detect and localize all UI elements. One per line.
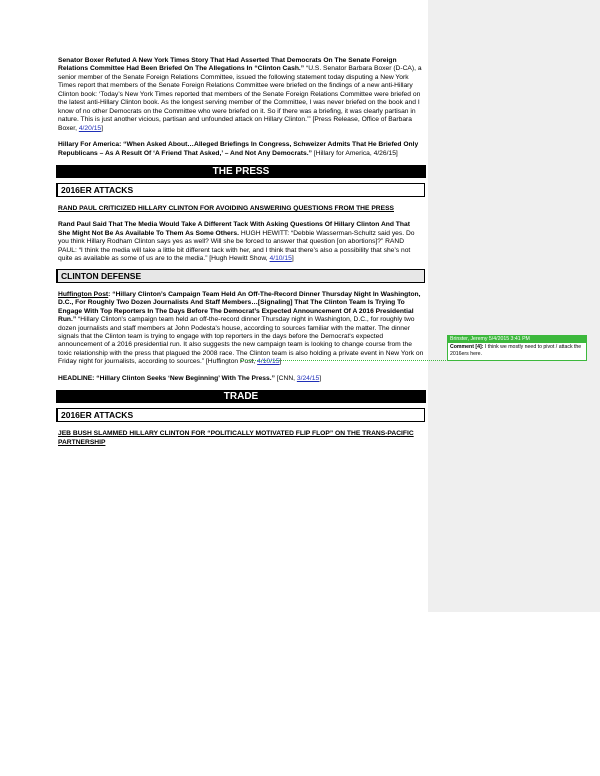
source-link[interactable]: 4/10/15 — [257, 358, 280, 366]
source-name: Huffington Post — [58, 290, 109, 298]
paragraph-boxer — [58, 57, 424, 133]
subsection-heading: RAND PAUL CRITICIZED HILLARY CLINTON FOR AVOIDING ANSWERING QUESTIONS FROM THE PRESS — [58, 204, 394, 212]
comment-balloon[interactable] — [447, 335, 587, 361]
comment-margin — [428, 0, 600, 612]
comment-author: Brinster, Jeremy 5/4/2015 3:41 PM — [448, 336, 586, 343]
spacer — [58, 367, 424, 375]
paragraph-jeb-bush-heading — [58, 430, 424, 447]
paragraph-text: HUGH HEWITT: “Debbie Wasserman-Schultz said yes. Do you think Hillary Rodham Clinton says yes as well? Will she be forced to answer that question [on abortions]?” RAND PAUL: “I think the media will take a little bit different tack with her, and I think that there’s also a possibility that she’s not quite as available as some of us are to the media.” [Hugh Hewitt Show, — [58, 229, 415, 263]
subsection-heading: JEB BUSH SLAMMED HILLARY CLINTON FOR “POLITICALLY MOTIVATED FLIP FLOP” ON THE TRANS-PACIFIC PARTNERSHIP — [58, 430, 414, 446]
paragraph-text: [Hillary for America, 4/26/15] — [311, 149, 398, 157]
paragraph-heading: : “Hillary Clinton’s Campaign Team Held An Off-The-Record Dinner Thursday Night In Washington, D.C., For Roughly Two Dozen Journalists And Staff Members…[Signaling] That The Clinton Team Is Trying To Engage With Top Reporters In The Days Before The Democrat’s Expected Announcement Of A 2016 Presidential Run.” — [58, 290, 421, 324]
comment-text: I think we mostly need to pivot / attack the 2016ers here. — [450, 344, 582, 357]
paragraph-text: [CNN, — [274, 374, 297, 382]
paragraph-huffington-post — [58, 291, 424, 367]
comment-label: Comment [4]: — [450, 344, 484, 350]
paragraph-heading: Hillary For America: “When Asked About…Alleged Briefings In Congress, Schweizer Admits That He Briefed Only Republicans – As A Result Of ‘A Friend That Asked,’ – And Not Any Democrats.” — [58, 141, 419, 157]
paragraph-text: “Hillary Clinton's campaign team held an off-the-record dinner Thursday night in Washington, D.C., for roughly two dozen journalists and staff members at John Podesta's house, according to sources familiar with the matter. The dinner signals that the Clinton team is trying to engage with top reporters in the days before the Democrat's expected announcement of a 2016 presidential run. It also suggests the new campaign team is looking to change course from the toxic relationship with the press that plagued the 2008 race. The Clinton team is also holding a private event in New York on Friday night for journalists, according to sources.” [Huffington Post, — [58, 316, 424, 366]
spacer — [58, 197, 424, 205]
spacer — [58, 213, 424, 221]
paragraph-cnn-headline — [58, 375, 424, 383]
spacer — [58, 383, 424, 390]
paragraph-rand-paul-heading — [58, 205, 424, 213]
paragraph-tail: ] — [101, 124, 103, 132]
source-link[interactable]: 4/10/15 — [269, 255, 292, 263]
banner-trade: TRADE — [56, 390, 426, 403]
spacer — [58, 422, 424, 430]
section-heading-2016er-attacks-trade: 2016ER ATTACKS — [56, 408, 425, 422]
spacer — [58, 283, 424, 291]
source-link[interactable]: 3/24/15 — [296, 374, 320, 382]
paragraph-tail: ] — [319, 374, 322, 382]
paragraph-tail: ] — [291, 255, 294, 263]
spacer — [58, 158, 424, 165]
paragraph-tail: ] — [279, 358, 282, 366]
paragraph-hillary-for-america — [58, 141, 424, 158]
section-heading-clinton-defense: CLINTON DEFENSE — [56, 269, 425, 283]
paragraph-text: “U.S. Senator Barbara Boxer (D-CA), a senior member of the Senate Foreign Relations Committee, issued the following statement today disputing a New York Times report that members of the Senate Foreign Relations Committee were briefed on the findings of a new anti-Hillary Clinton book: ‘Today’s New York Times reported that members of the Senate Foreign Relations Committee were briefed on the latest anti-Hillary Clinton book. As the longest serving member of the Committee, I was never briefed on the book and I know of no other Democrats on the Committee who were briefed on it. So if there was a briefing, it was clearly partisan in nature. This is just another vicious, partisan and unfounded attack on Hillary Clinton.’” [Press Release, Office of Barbara Boxer, — [58, 65, 422, 132]
document-body — [58, 57, 424, 447]
paragraph-heading: Senator Boxer Refuted A New York Times Story That Had Asserted That Democrats On The Senate Foreign Relations Committee Had Been Briefed On The Allegations In “Clinton Cash.” — [58, 57, 397, 73]
comment-connector — [240, 360, 448, 361]
paragraph-heading: HEADLINE: “Hillary Clinton Seeks ‘New Beginning’ With The Press.” — [58, 374, 275, 382]
banner-the-press: THE PRESS — [56, 165, 426, 178]
source-link[interactable]: 4/20/15 — [78, 124, 102, 132]
section-heading-2016er-attacks: 2016ER ATTACKS — [56, 183, 425, 197]
spacer — [58, 133, 424, 141]
paragraph-heading: Rand Paul Said That The Media Would Take A Different Tack With Asking Questions Of Hillary Clinton And That She Might Not Be As Available To Them As Some Others. — [58, 221, 410, 237]
paragraph-rand-paul — [58, 221, 424, 263]
comment-body — [448, 343, 586, 358]
